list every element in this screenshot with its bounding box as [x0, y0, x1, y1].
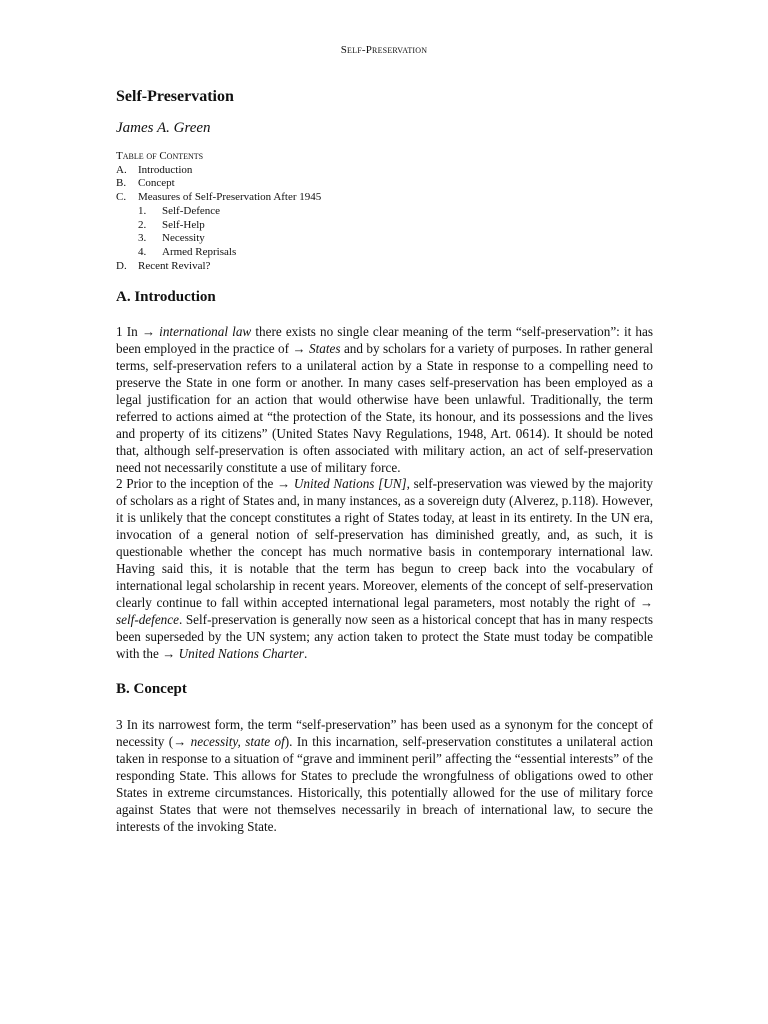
paragraph-text: , self-preservation was viewed by the majority of scholars as a right of States and, in many instances, as a sovereign duty (Alverez, p.118). However, it is unlikely that the concept constitutes a right of States today, at least in its entirety. In the UN era, invocation of a general notion of self-preservation has diminished greatly, and, as such, it is questionable whether the concept has much normative basis in contemporary international law. Having said this, it is notable that the term has begun to creep back into the vocabulary of international legal scholarship in recent years. Moreover, elements of the concept of self-preservation clearly continue to fall within accepted international legal parameters, most notably the right of: [116, 476, 653, 610]
toc-item-label: Introduction: [138, 163, 193, 176]
toc-item-concept: [116, 177, 653, 191]
toc-item-label: Recent Revival?: [138, 259, 211, 272]
toc-item-number: C.: [116, 191, 127, 204]
toc-item-number: 2.: [138, 218, 147, 231]
toc-item-introduction: [116, 164, 653, 178]
toc-item-label: Armed Reprisals: [162, 245, 237, 258]
toc-item-number: B.: [116, 177, 127, 190]
paragraph-text: 3 In its narrowest form, the term “self-preservation” has been used as a synonym for the concept of necessity (: [116, 717, 653, 750]
paragraph-text: and by scholars for a variety of purposes. In rather general terms, self-preservation refers to a unilateral action by a State in response to a compelling need to preserve the State in one form or another. In many cases self-preservation has been employed as a legal justification for an action that would otherwise have been unlawful. Traditionally, the term referred to actions aimed at “the protection of the State, its honour, and its possessions and the lives and property of its citizens” (United States Navy Regulations, 1948, Art. 0614). It should be noted that, although self-preservation is often associated with military action, an act of self-preservation need not necessarily constitute a use of military force.: [116, 341, 653, 475]
paragraph-text: ). In this incarnation, self-preservation constitutes a unilateral action taken in response to a situation of “grave and imminent peril” affecting the “essential interests” of the responding State. This allows for States to preclude the wrongfulness of obligations owed to other States in extreme circumstances. Historically, this potentially allowed for the use of military force against States that were not themselves necessarily in breach of international law, to secure the interests of the invoking State.: [116, 734, 653, 834]
section-heading-concept: B. Concept: [116, 681, 187, 698]
toc-item-number: 1.: [138, 204, 147, 217]
cross-reference-link[interactable]: → self-defence: [116, 594, 653, 627]
toc-item-number: A.: [116, 163, 127, 176]
toc-item-label: Measures of Self-Preservation After 1945: [138, 191, 322, 204]
toc-item-label: Concept: [138, 177, 175, 190]
cross-reference-link[interactable]: → international law: [141, 324, 252, 340]
toc-item-number: 4.: [138, 245, 147, 258]
toc-subitem-necessity: [116, 232, 653, 246]
cross-reference-link[interactable]: → United Nations Charter: [162, 645, 304, 661]
paragraph-text: 1 In: [116, 324, 142, 340]
paragraph-1: [116, 324, 653, 476]
toc-item-label: Self-Help: [162, 218, 205, 231]
toc-subitem-self-defence: [116, 205, 653, 219]
author-name: James A. Green: [116, 120, 211, 136]
toc-item-number: D.: [116, 259, 127, 272]
paragraph-text: 2 Prior to the inception of the: [116, 476, 278, 492]
paragraph-3: [116, 717, 653, 835]
running-head: Self-Preservation: [340, 44, 428, 56]
cross-reference-link[interactable]: → necessity, state of: [173, 734, 285, 750]
document-body: [116, 88, 653, 836]
cross-reference-link[interactable]: → States: [292, 341, 341, 357]
toc-heading: Table of Contents: [116, 150, 204, 162]
toc-item-label: Necessity: [162, 232, 205, 245]
cross-reference-link[interactable]: → United Nations [UN]: [277, 476, 407, 492]
paragraph-2: [116, 476, 653, 662]
toc-item-recent-revival: [116, 260, 653, 274]
article-title: Self-Preservation: [116, 88, 234, 105]
toc-subitem-armed-reprisals: [116, 246, 653, 260]
toc-item-measures: [116, 191, 653, 205]
toc-item-label: Self-Defence: [162, 204, 221, 217]
paragraph-text: . Self-preservation is generally now seen as a historical concept that has in many respects been superseded by the UN system; any action taken to protect the State must today be compatible with the: [116, 611, 653, 661]
paragraph-text: there exists no single clear meaning of the term “self-preservation”: it has been employed in the practice of: [116, 324, 653, 357]
toc-item-number: 3.: [138, 232, 147, 245]
section-heading-introduction: A. Introduction: [116, 289, 216, 306]
paragraph-text: .: [303, 645, 308, 661]
toc-subitem-self-help: [116, 219, 653, 233]
table-of-contents: [116, 150, 653, 273]
